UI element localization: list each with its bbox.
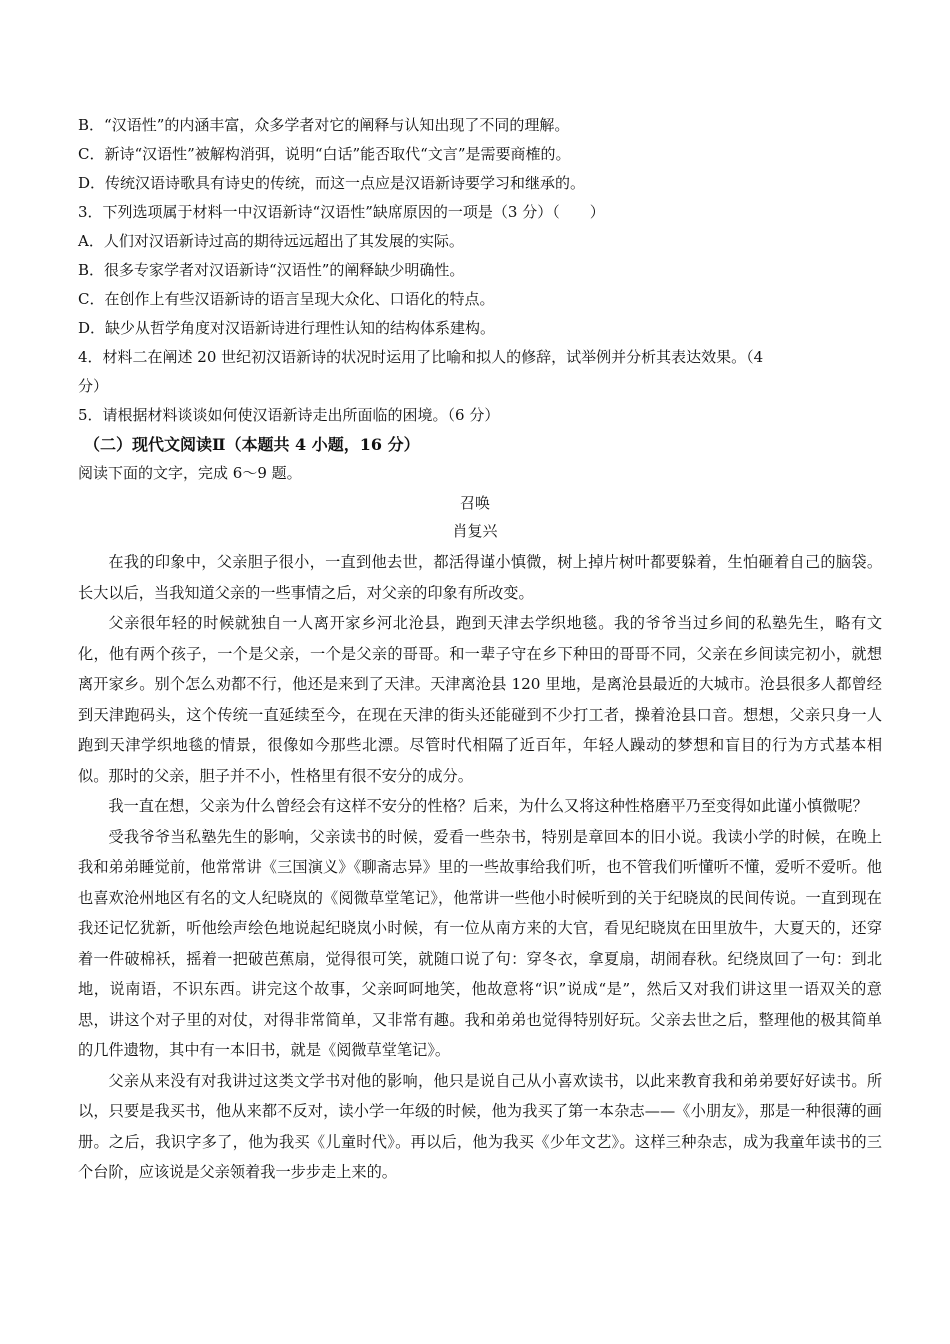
article-title: 召唤 xyxy=(459,494,490,512)
section-heading: （二）现代文阅读Ⅱ（本题共 4 小题，16 分） xyxy=(84,435,420,454)
q3-option-b: B．很多专家学者对汉语新诗“汉语性”的阐释缺少明确性。 xyxy=(78,261,465,279)
q3-stem: 3．下列选项属于材料一中汉语新诗“汉语性”缺席原因的一项是（3 分）（ ） xyxy=(78,203,605,221)
article-paragraph: 我一直在想，父亲为什么曾经会有这样不安分的性格？后来，为什么又将这种性格磨平乃至变得如此谨小慎微呢？ xyxy=(108,797,868,815)
article-body xyxy=(78,547,882,1188)
section-instruction: 阅读下面的文字，完成 6～9 题。 xyxy=(78,464,302,482)
q3-option-c: C．在创作上有些汉语新诗的语言呈现大众化、口语化的特点。 xyxy=(78,290,495,308)
q2-option-b: B．“汉语性”的内涵丰富，众多学者对它的阐释与认知出现了不同的理解。 xyxy=(78,116,570,134)
q2-option-d: D．传统汉语诗歌具有诗史的传统，而这一点应是汉语新诗要学习和继承的。 xyxy=(78,174,586,192)
q3-option-a: A．人们对汉语新诗过高的期待远远超出了其发展的实际。 xyxy=(78,232,464,250)
article-paragraph: 受我爷爷当私塾先生的影响，父亲读书的时候，爱看一些杂书，特别是章回本的旧小说。我读小学的时候，在晚上我和弟弟睡觉前，他常常讲《三国演义》《聊斋志异》里的一些故事给我们听，也不管我们听懂听不懂，爱听不爱听。他也喜欢沧州地区有名的文人纪晓岚的《阅微草堂笔记》，他常讲一些他小时候听到的关于纪晓岚的民间传说。一直到现在我还记忆犹新，听他绘声绘色地说起纪晓岚小时候，有一位从南方来的大官，看见纪晓岚在田里放牛，大夏天的，还穿着一件破棉袄，摇着一把破芭蕉扇，觉得很可笑，就随口说了句：穿冬衣，拿夏扇，胡闹春秋。纪绕岚回了一句：到北地，说南语，不识东西。讲完这个故事，父亲呵呵地笑，他故意将“识”说成“是”，然后又对我们讲这里一语双关的意思，讲这个对子里的对仗，对得非常简单，又非常有趣。我和弟弟也觉得特别好玩。父亲去世之后，整理他的极其简单的几件遗物，其中有一本旧书，就是《阅微草堂笔记》。 xyxy=(78,827,882,1059)
q3-option-d: D．缺少从哲学角度对汉语新诗进行理性认知的结构体系建构。 xyxy=(78,319,496,337)
q5: 5．请根据材料谈谈如何使汉语新诗走出所面临的困境。（6 分） xyxy=(78,406,500,424)
article-paragraph: 父亲从来没有对我讲过这类文学书对他的影响，他只是说自己从小喜欢读书，以此来教育我和弟弟要好好读书。所以，只要是我买书，他从来都不反对，读小学一年级的时候，他为我买了第一本杂志——《小朋友》，那是一种很薄的画册。之后，我识字多了，他为我买《儿童时代》。再以后，他为我买《少年文艺》。这样三种杂志，成为我童年读书的三个台阶，应该说是父亲领着我一步步走上来的。 xyxy=(78,1071,882,1181)
q2-option-c: C．新诗“汉语性”被解构消弭，说明“白话”能否取代“文言”是需要商榷的。 xyxy=(78,145,571,163)
article-author: 肖复兴 xyxy=(452,522,498,540)
article-paragraph: 父亲很年轻的时候就独自一人离开家乡河北沧县，跑到天津去学织地毯。我的爷爷当过乡间的私塾先生，略有文化，他有两个孩子，一个是父亲，一个是父亲的哥哥。和一辈子守在乡下种田的哥哥不同，父亲在乡间读完初小，就想离开家乡。别个怎么劝都不行，他还是来到了天津。天津离沧县 120 里地，是离沧县最近的大城市。沧县很多人都曾经到天津跑码头，这个传统一直延续至今，在现在天津的街头还能碰到不少打工者，操着沧县口音。想想，父亲只身一人跑到天津学织地毯的情景，很像如今那些北漂。尽管时代相隔了近百年，年轻人躁动的梦想和盲目的行为方式基本相似。那时的父亲，胆子并不小，性格里有很不安分的成分。 xyxy=(78,614,882,785)
article-paragraph: 在我的印象中，父亲胆子很小，一直到他去世，都活得谨小慎微，树上掉片树叶都要躲着，生怕砸着自己的脑袋。长大以后，当我知道父亲的一些事情之后，对父亲的印象有所改变。 xyxy=(78,553,882,602)
q4-line-2: 分） xyxy=(78,377,109,395)
q4-line-1: 4．材料二在阐述 20 世纪初汉语新诗的状况时运用了比喻和拟人的修辞，试举例并分析其表达效果。（4 xyxy=(78,348,764,366)
